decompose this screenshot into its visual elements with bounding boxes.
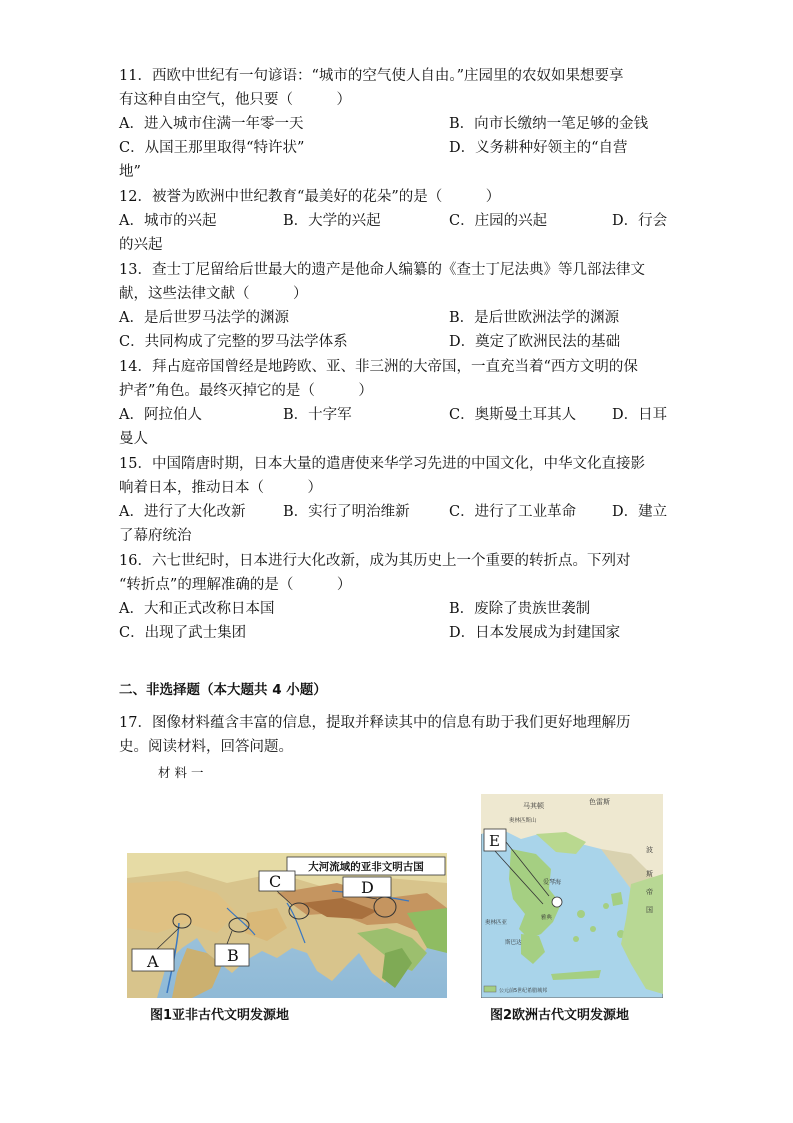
q11-option-b[interactable]: B．向市长缴纳一笔足够的金钱: [449, 116, 649, 132]
label-olympus: 奥林匹斯山: [509, 818, 537, 824]
q16-option-a[interactable]: A．大和正式改称日本国: [119, 601, 275, 617]
q14-option-c[interactable]: C．奥斯曼土耳其人: [449, 407, 577, 423]
tag-c: C: [269, 872, 282, 891]
q16-option-d[interactable]: D．日本发展成为封建国家: [449, 625, 621, 641]
label-olympia: 奥林匹亚: [485, 920, 508, 926]
q16-line-2: “转折点”的理解准确的是（ ）: [119, 577, 352, 593]
q12-option-c[interactable]: C．庄园的兴起: [449, 213, 548, 229]
material-label: 材料一: [158, 765, 208, 780]
q15-option-d-wrap: 了幕府统治: [119, 528, 192, 544]
tag-a: A: [147, 952, 159, 971]
figure-1-caption: 图1亚非古代文明发源地: [150, 1008, 290, 1023]
label-macedonia: 马其顿: [523, 802, 544, 810]
q14-option-a[interactable]: A．阿拉伯人: [119, 407, 202, 423]
label-aegean: 爱琴海: [543, 879, 562, 886]
q13-line-2: 献，这些法律文献（ ）: [119, 286, 308, 302]
label-persia-3: 帝: [646, 888, 653, 896]
q14-option-d-wrap: 曼人: [119, 431, 148, 447]
tag-b: B: [227, 946, 239, 965]
q17-line-2: 史。阅读材料，回答问题。: [119, 739, 293, 755]
q13-option-c[interactable]: C．共同构成了完整的罗马法学体系: [119, 334, 348, 350]
greece-map-image: [481, 794, 663, 998]
section-2-heading: 二、非选择题（本大题共 4 小题）: [119, 682, 327, 698]
q15-option-c[interactable]: C．进行了工业革命: [449, 504, 577, 520]
q14-line-2: 护者”角色。最终灭掉它的是（ ）: [119, 383, 373, 399]
q12-option-b[interactable]: B．大学的兴起: [283, 213, 381, 229]
q13-option-d[interactable]: D．奠定了欧洲民法的基础: [449, 334, 621, 350]
label-athens: 雅典: [541, 915, 553, 921]
q15-line-1: 15．中国隋唐时期，日本大量的遣唐使来华学习先进的中国文化，中华文化直接影: [119, 456, 645, 472]
q15-option-d[interactable]: D．建立: [612, 504, 668, 520]
figure-1-title: 大河流域的亚非文明古国: [308, 861, 424, 873]
q14-option-d[interactable]: D．日耳: [612, 407, 668, 423]
q13-line-1: 13．查士丁尼留给后世最大的遗产是他命人编纂的《查士丁尼法典》等几部法律文: [119, 262, 645, 278]
q11-line-2: 有这种自由空气，他只要（ ）: [119, 92, 351, 108]
q11-option-d-wrap: 地”: [119, 164, 141, 180]
q15-option-a[interactable]: A．进行了大化改新: [119, 504, 246, 520]
q13-option-a[interactable]: A．是后世罗马法学的渊源: [119, 310, 289, 326]
q12-option-d[interactable]: D．行会: [612, 213, 668, 229]
q16-line-1: 16．六七世纪时，日本进行大化改新，成为其历史上一个重要的转折点。下列对: [119, 553, 631, 569]
figure-1-map: [127, 853, 447, 998]
label-thrace: 色雷斯: [589, 798, 610, 806]
figure-2-caption: 图2欧洲古代文明发源地: [490, 1008, 630, 1023]
q12-option-d-wrap: 的兴起: [119, 237, 163, 253]
q15-line-2: 响着日本，推动日本（ ）: [119, 480, 322, 496]
q11-option-a[interactable]: A．进入城市住满一年零一天: [119, 116, 304, 132]
tag-d: D: [361, 878, 374, 897]
q13-option-b[interactable]: B．是后世欧洲法学的渊源: [449, 310, 620, 326]
label-persia-1: 波: [646, 846, 653, 854]
q14-line-1: 14．拜占庭帝国曾经是地跨欧、亚、非三洲的大帝国，一直充当着“西方文明的保: [119, 359, 638, 375]
asia-africa-map-image: [127, 853, 447, 998]
label-sparta: 斯巴达: [505, 940, 522, 946]
q17-line-1: 17．图像材料蕴含丰富的信息，提取并释读其中的信息有助于我们更好地理解历: [119, 715, 631, 731]
q15-option-b[interactable]: B．实行了明治维新: [283, 504, 410, 520]
legend-text: 公元前5世纪希腊城邦: [499, 988, 548, 994]
label-persia-2: 斯: [646, 870, 653, 878]
q16-option-b[interactable]: B．废除了贵族世袭制: [449, 601, 591, 617]
tag-e: E: [489, 832, 500, 850]
q16-option-c[interactable]: C．出现了武士集团: [119, 625, 247, 641]
q11-line-1: 11．西欧中世纪有一句谚语：“城市的空气使人自由。”庄园里的农奴如果想要享: [119, 68, 624, 84]
q11-option-c[interactable]: C．从国王那里取得“特许状”: [119, 140, 305, 156]
q12-option-a[interactable]: A．城市的兴起: [119, 213, 217, 229]
figure-2-map: [481, 794, 663, 998]
label-persia-4: 国: [646, 906, 653, 914]
q14-option-b[interactable]: B．十字军: [283, 407, 352, 423]
q12-line-1: 12．被誉为欧洲中世纪教育“最美好的花朵”的是（ ）: [119, 189, 501, 205]
q11-option-d[interactable]: D．义务耕种好领主的“自营: [449, 140, 628, 156]
